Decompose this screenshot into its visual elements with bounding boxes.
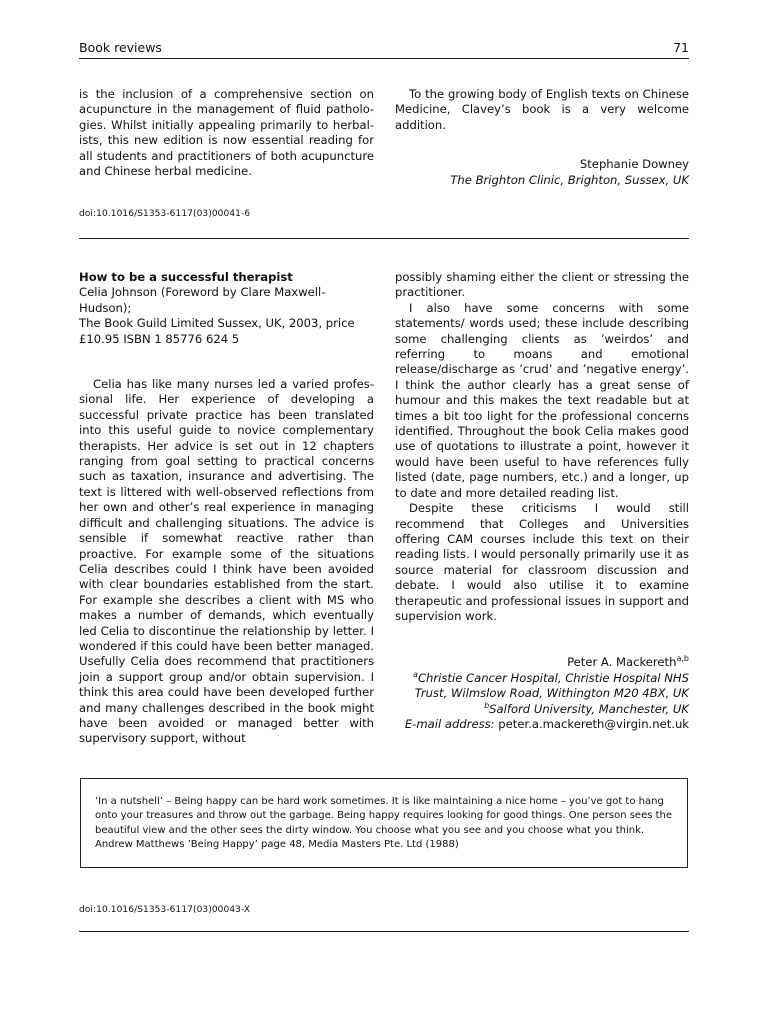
- previous-review-right-text: To the growing body of English texts on Chinese Medicine, Clavey’s book is a very welcome addition.: [395, 87, 689, 132]
- reviewer-name-line: [395, 655, 689, 670]
- affiliation-b-mark: b: [484, 700, 490, 710]
- previous-reviewer-name: Stephanie Downey: [579, 157, 689, 172]
- email-label: E-mail address:: [404, 716, 495, 731]
- quote-box: [80, 778, 688, 868]
- book-author: Celia Johnson (Foreword by Clare Maxwell-Hudson);: [79, 285, 326, 315]
- reviewer-name: Peter A. Mackereth: [567, 655, 677, 670]
- section-title: Book reviews: [79, 40, 162, 55]
- quote-text: ’In a nutshell’ – Being happy can be hard work sometimes. It is like maintaining a nice home – you’ve got to hang onto your treasures and throw out the garbage. Being happy requires looking for good things. One person sees the beautiful view and the other sees the dirty window. You choose what you see and you choose what you think.: [95, 796, 673, 836]
- previous-review-right-column: [395, 87, 689, 188]
- affiliation-a-mark: a: [413, 669, 418, 679]
- review-body-left: Celia has like many nurses led a varied professional life. Her experience of developing a successful private practice has been translated into this useful guide to novice complementary therapists. Her advice is set out in 12 chapters ranging from goal setting to practical concerns such as taxation, insurance and advertising. The text is littered with well-observed reflections from her own and other’s real experience in managing difficult and challenging situations. The advice is sensible if somewhat reactive rather than proactive. For example some of the situations Celia describes could I think have been avoided with clear boundaries established from the start. For example she describes a client with MS who makes a number of demands, which eventually led Celia to discontinue the relationship by letter. I wondered if this could have been better managed. Usefully Celia does recommend that practitioners join a support group and/or obtain supervision. I think this area could have been developed further and many challenges described in the book might have been avoided or managed better with supervisory support, without: [79, 377, 374, 746]
- affiliation-a-text: Christie Cancer Hospital, Christie Hospital NHS: [417, 670, 689, 685]
- book-publisher: The Book Guild Limited Sussex, UK, 2003, price: [79, 316, 355, 331]
- page-number: 71: [673, 40, 689, 55]
- affiliation-b-text: Salford University, Manchester, UK: [489, 701, 689, 716]
- quote-source: Andrew Matthews ’Being Happy’ page 48, Media Masters Pte. Ltd (1988): [95, 839, 459, 851]
- section-divider: [79, 238, 689, 239]
- previous-review-left-column: [79, 87, 374, 179]
- affiliation-a-line1: [395, 671, 689, 686]
- reviewer-affiliation-marks: a,b: [676, 654, 689, 664]
- review-left-column: [79, 270, 374, 747]
- review-doi: doi:10.1016/S1353-6117(03)00043-X: [79, 905, 251, 915]
- reviewer-signature: [395, 655, 689, 732]
- review-body-right-para3: Despite these criticisms I would still recommend that Colleges and Universities offering CAM courses include this text on their reading lists. I would personally primarily use it as source material for classroom discussion and debate. I would also utilise it to examine therapeutic and professional issues in support and supervision work.: [395, 501, 689, 623]
- review-right-column: [395, 270, 689, 732]
- book-title: How to be a successful therapist: [79, 270, 293, 284]
- affiliation-b-line: [395, 702, 689, 717]
- review-body-right-para2: I also have some concerns with some statements/ words used; these include describing some challenging clients as ’weirdos’ and referring to moans and emotional release/discharge as ’crud’ and ’negative energy’. I think the author clearly has a great sense of humour and this makes the text readable but at times a bit too light for the professional concerns identified. Throughout the book Celia makes good use of quotations to illustrate a point, however it would have been useful to have references fully listed (date, page numbers, etc.) and a longer, up to date and more detailed reading list.: [395, 300, 689, 500]
- book-price-isbn: £10.95 ISBN 1 85776 624 5: [79, 331, 240, 346]
- bottom-divider: [79, 931, 689, 932]
- previous-review-left-text: is the inclusion of a comprehensive section on acupuncture in the management of fluid pathologies. Whilst initially appealing primarily to herbalists, this new edition is now essential reading for all students and practitioners of both acupuncture and Chinese herbal medicine.: [79, 87, 374, 179]
- previous-review-doi: doi:10.1016/S1353-6117(03)00041-6: [79, 209, 251, 219]
- review-body-right-para1: possibly shaming either the client or stressing the practitioner.: [395, 270, 689, 300]
- affiliation-a-line2: Trust, Wilmslow Road, Withington M20 4BX, UK: [414, 686, 689, 701]
- running-header: [79, 40, 689, 59]
- email-address[interactable]: peter.a.mackereth@virgin.net.uk: [498, 716, 689, 731]
- email-line: [395, 717, 689, 732]
- previous-reviewer-affiliation: The Brighton Clinic, Brighton, Sussex, UK: [450, 172, 689, 187]
